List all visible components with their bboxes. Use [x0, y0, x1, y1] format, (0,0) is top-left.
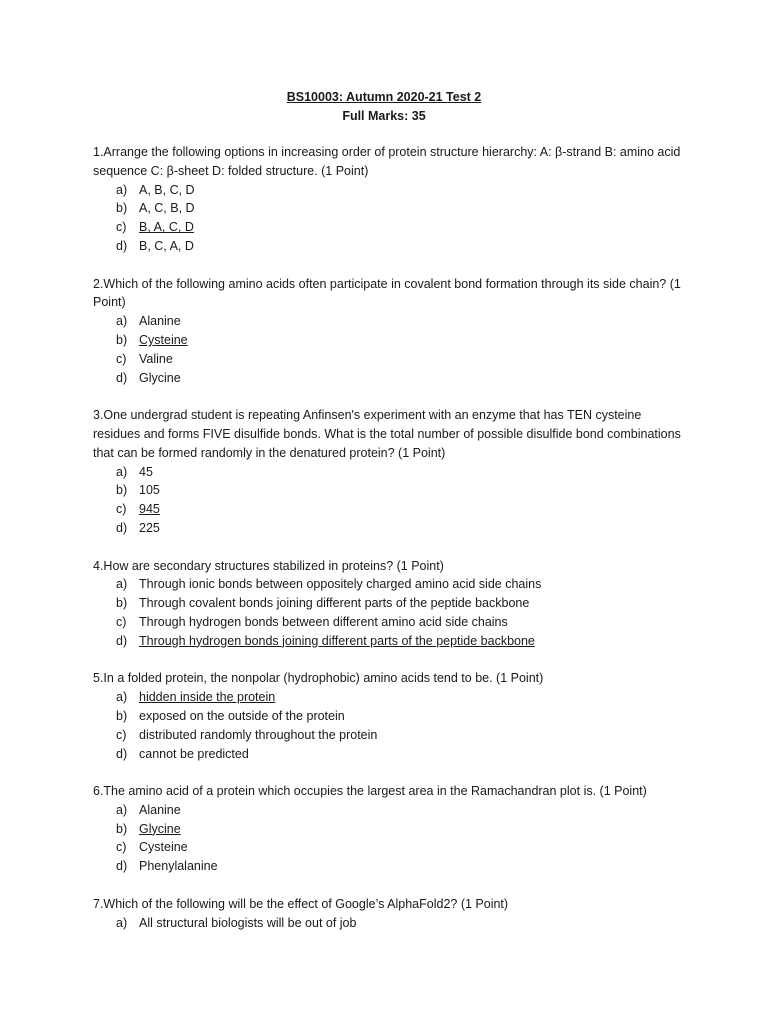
- option-list: [93, 463, 683, 538]
- option-list: [93, 575, 683, 650]
- option-letter: b): [116, 596, 128, 611]
- option-list: [93, 914, 683, 933]
- option-text: cannot be predicted: [139, 746, 249, 761]
- option-text: Valine: [139, 351, 173, 366]
- option-letter: c): [116, 502, 127, 517]
- option-text: Alanine: [139, 802, 181, 817]
- option-b: [93, 331, 683, 350]
- option-letter: d): [116, 238, 128, 253]
- option-a: [93, 181, 683, 200]
- option-text: 105: [139, 483, 160, 498]
- full-marks: Full Marks: 35: [342, 109, 426, 123]
- option-list: [93, 688, 683, 763]
- option-letter: a): [116, 314, 128, 329]
- option-text: Cysteine: [139, 332, 188, 347]
- option-letter: d): [116, 520, 128, 535]
- option-text: exposed on the outside of the protein: [139, 708, 345, 723]
- option-letter: a): [116, 915, 128, 930]
- question-4: [93, 557, 683, 651]
- option-letter: a): [116, 182, 128, 197]
- option-text: A, C, B, D: [139, 201, 195, 216]
- option-d: [93, 237, 683, 256]
- option-letter: a): [116, 464, 128, 479]
- option-text: Through hydrogen bonds between different amino acid side chains: [139, 614, 508, 629]
- question-6: [93, 782, 683, 876]
- option-text: Through ionic bonds between oppositely charged amino acid side chains: [139, 577, 542, 592]
- option-letter: c): [116, 727, 127, 742]
- question-list: [93, 143, 683, 951]
- option-text: Through hydrogen bonds joining different parts of the peptide backbone: [139, 633, 535, 648]
- question-text: 3.One undergrad student is repeating Anfinsen's experiment with an enzyme that has TEN cysteine residues and forms FIVE disulfide bonds. What is the total number of possible disulfide bond combinations that can be formed randomly in the denatured protein? (1 Point): [93, 408, 681, 460]
- option-text: Alanine: [139, 314, 181, 329]
- option-d: [93, 857, 683, 876]
- option-c: [93, 218, 683, 237]
- option-text: hidden inside the protein: [139, 690, 276, 705]
- option-letter: b): [116, 708, 128, 723]
- exam-title: BS10003: Autumn 2020-21 Test 2: [286, 90, 482, 104]
- option-b: [93, 594, 683, 613]
- option-c: [93, 500, 683, 519]
- option-b: [93, 707, 683, 726]
- option-letter: c): [116, 351, 127, 366]
- option-letter: c): [116, 614, 127, 629]
- question-text: 6.The amino acid of a protein which occupies the largest area in the Ramachandran plot is. (1 Point): [93, 784, 647, 799]
- option-letter: b): [116, 332, 128, 347]
- option-text: 945: [139, 502, 160, 517]
- option-letter: d): [116, 859, 128, 874]
- question-7: [93, 895, 683, 933]
- option-text: Phenylalanine: [139, 859, 218, 874]
- option-text: Cysteine: [139, 840, 188, 855]
- option-text: 225: [139, 520, 160, 535]
- option-b: [93, 820, 683, 839]
- exam-header: [0, 88, 768, 126]
- option-letter: c): [116, 220, 127, 235]
- option-a: [93, 688, 683, 707]
- option-c: [93, 726, 683, 745]
- option-d: [93, 369, 683, 388]
- option-b: [93, 199, 683, 218]
- option-d: [93, 745, 683, 764]
- option-text: All structural biologists will be out of job: [139, 915, 357, 930]
- option-text: Glycine: [139, 370, 181, 385]
- option-letter: a): [116, 802, 128, 817]
- option-c: [93, 613, 683, 632]
- option-text: B, A, C, D: [139, 220, 194, 235]
- question-text: 7.Which of the following will be the effect of Google’s AlphaFold2? (1 Point): [93, 896, 509, 911]
- question-2: [93, 275, 683, 388]
- option-letter: b): [116, 483, 128, 498]
- option-text: distributed randomly throughout the protein: [139, 727, 378, 742]
- question-3: [93, 406, 683, 538]
- option-text: Through covalent bonds joining different parts of the peptide backbone: [139, 596, 530, 611]
- option-d: [93, 632, 683, 651]
- option-a: [93, 312, 683, 331]
- option-a: [93, 463, 683, 482]
- option-a: [93, 575, 683, 594]
- option-a: [93, 801, 683, 820]
- question-text: 1.Arrange the following options in increasing order of protein structure hierarchy: A: β-strand B: amino acid sequence C: β-sheet D: folded structure. (1 Point): [93, 145, 681, 178]
- option-list: [93, 312, 683, 387]
- option-letter: b): [116, 201, 128, 216]
- option-list: [93, 801, 683, 876]
- question-1: [93, 143, 683, 256]
- question-text: 5.In a folded protein, the nonpolar (hydrophobic) amino acids tend to be. (1 Point): [93, 671, 544, 686]
- question-text: 4.How are secondary structures stabilized in proteins? (1 Point): [93, 558, 444, 573]
- option-b: [93, 481, 683, 500]
- option-text: A, B, C, D: [139, 182, 195, 197]
- option-letter: d): [116, 746, 128, 761]
- option-letter: c): [116, 840, 127, 855]
- option-letter: b): [116, 821, 128, 836]
- option-letter: d): [116, 370, 128, 385]
- option-d: [93, 519, 683, 538]
- option-c: [93, 838, 683, 857]
- question-text: 2.Which of the following amino acids often participate in covalent bond formation through its side chain? (1 Point): [93, 276, 681, 310]
- option-text: Glycine: [139, 821, 181, 836]
- option-c: [93, 350, 683, 369]
- option-list: [93, 181, 683, 256]
- option-text: 45: [139, 464, 153, 479]
- option-letter: d): [116, 633, 128, 648]
- option-text: B, C, A, D: [139, 238, 194, 253]
- question-5: [93, 669, 683, 763]
- option-letter: a): [116, 690, 128, 705]
- option-a: [93, 914, 683, 933]
- option-letter: a): [116, 577, 128, 592]
